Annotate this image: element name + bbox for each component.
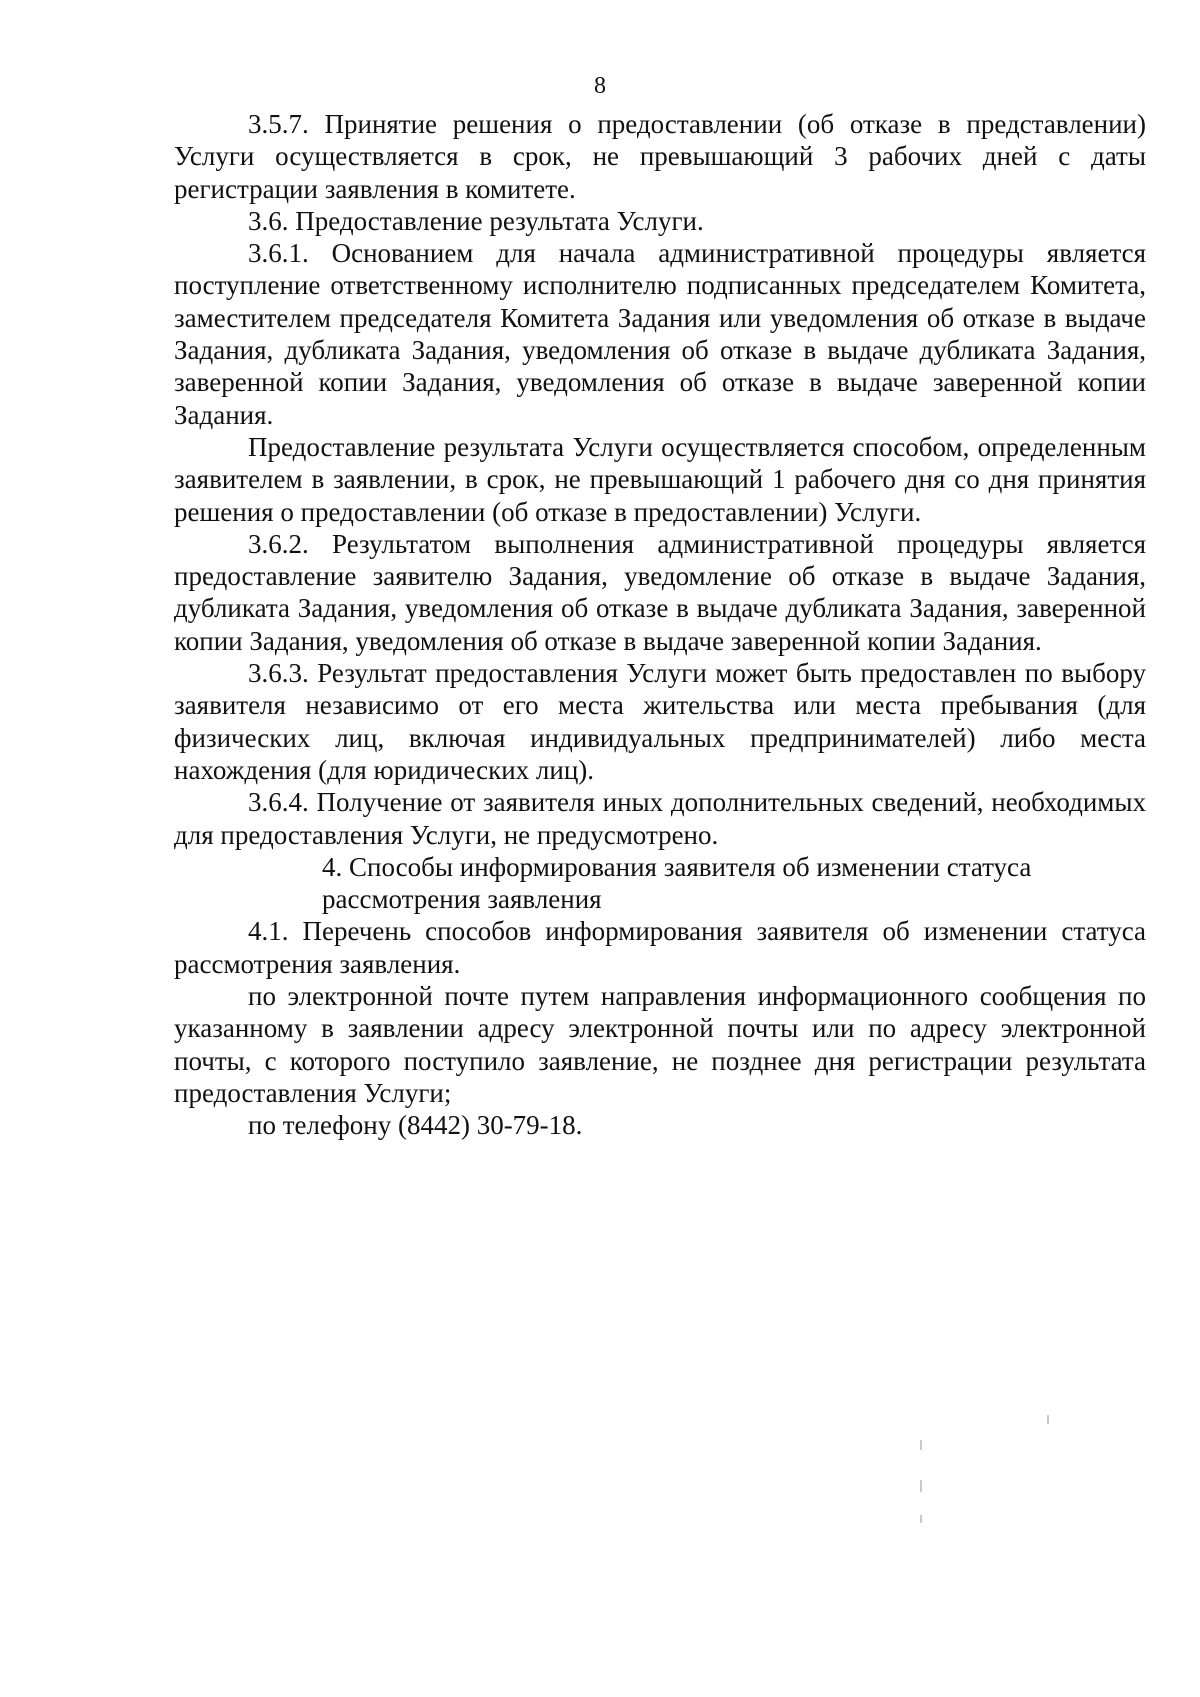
- scan-speck: [920, 1440, 922, 1450]
- paragraph-3-6: 3.6. Предоставление результата Услуги.: [248, 205, 704, 236]
- paragraph-phone-notification: по телефону (8442) 30-79-18.: [248, 1110, 583, 1141]
- paragraph-4-1: 4.1. Перечень способов информирования заявителя об изменении статуса рассмотрения заявления.: [174, 916, 1146, 979]
- page-number: 8: [594, 73, 606, 99]
- section-heading: [174, 851, 1146, 916]
- paragraph-3-6-1: 3.6.1. Основанием для начала административной процедуры является поступление ответственному исполнителю подписанных председателем Комитета, заместителем председателя Комитета Задания или уведомления об отказе в выдаче Задания, дубликата Задания, уведомления об отказе в выдаче дубликата Задания, заверенной копии Задания, уведомления об отказе в выдаче заверенной копии Задания.: [174, 238, 1146, 430]
- paragraph-3-6-4: 3.6.4. Получение от заявителя иных дополнительных сведений, необходимых для предоставления Услуги, не предусмотрено.: [174, 787, 1146, 850]
- paragraph-3-5-7: 3.5.7. Принятие решения о предоставлении (об отказе в представлении) Услуги осуществляется в срок, не превышающий 3 рабочих дней с даты регистрации заявления в комитете.: [174, 109, 1146, 204]
- scan-speck: [920, 1515, 922, 1523]
- document-body: [174, 108, 1146, 1142]
- paragraph-email-notification: по электронной почте путем направления информационного сообщения по указанному в заявлении адресу электронной почты или по адресу электронной почты, с которого поступило заявление, не позднее дня регистрации результата предоставления Услуги;: [174, 981, 1146, 1108]
- section-heading-line-2: рассмотрения заявления: [322, 884, 602, 915]
- scan-speck: [920, 1480, 922, 1492]
- section-heading-line-1: 4. Способы информирования заявителя об изменении статуса: [322, 851, 1032, 882]
- paragraph-3-6-3: 3.6.3. Результат предоставления Услуги может быть предоставлен по выбору заявителя независимо от его места жительства или места пребывания (для физических лиц, включая индивидуальных предпринимателей) либо места нахождения (для юридических лиц).: [174, 658, 1146, 785]
- paragraph-result-delivery: Предоставление результата Услуги осуществляется способом, определенным заявителем в заявлении, в срок, не превышающий 1 рабочего дня со дня принятия решения о предоставлении (об отказе в предоставлении) Услуги.: [174, 431, 1146, 527]
- paragraph-3-6-2: 3.6.2. Результатом выполнения административной процедуры является предоставление заявителю Задания, уведомление об отказе в выдаче Задания, дубликата Задания, уведомления об отказе в выдаче дубликата Задания, заверенной копии Задания, уведомления об отказе в выдаче заверенной копии Задания.: [174, 528, 1146, 656]
- scan-speck: [1047, 1415, 1049, 1424]
